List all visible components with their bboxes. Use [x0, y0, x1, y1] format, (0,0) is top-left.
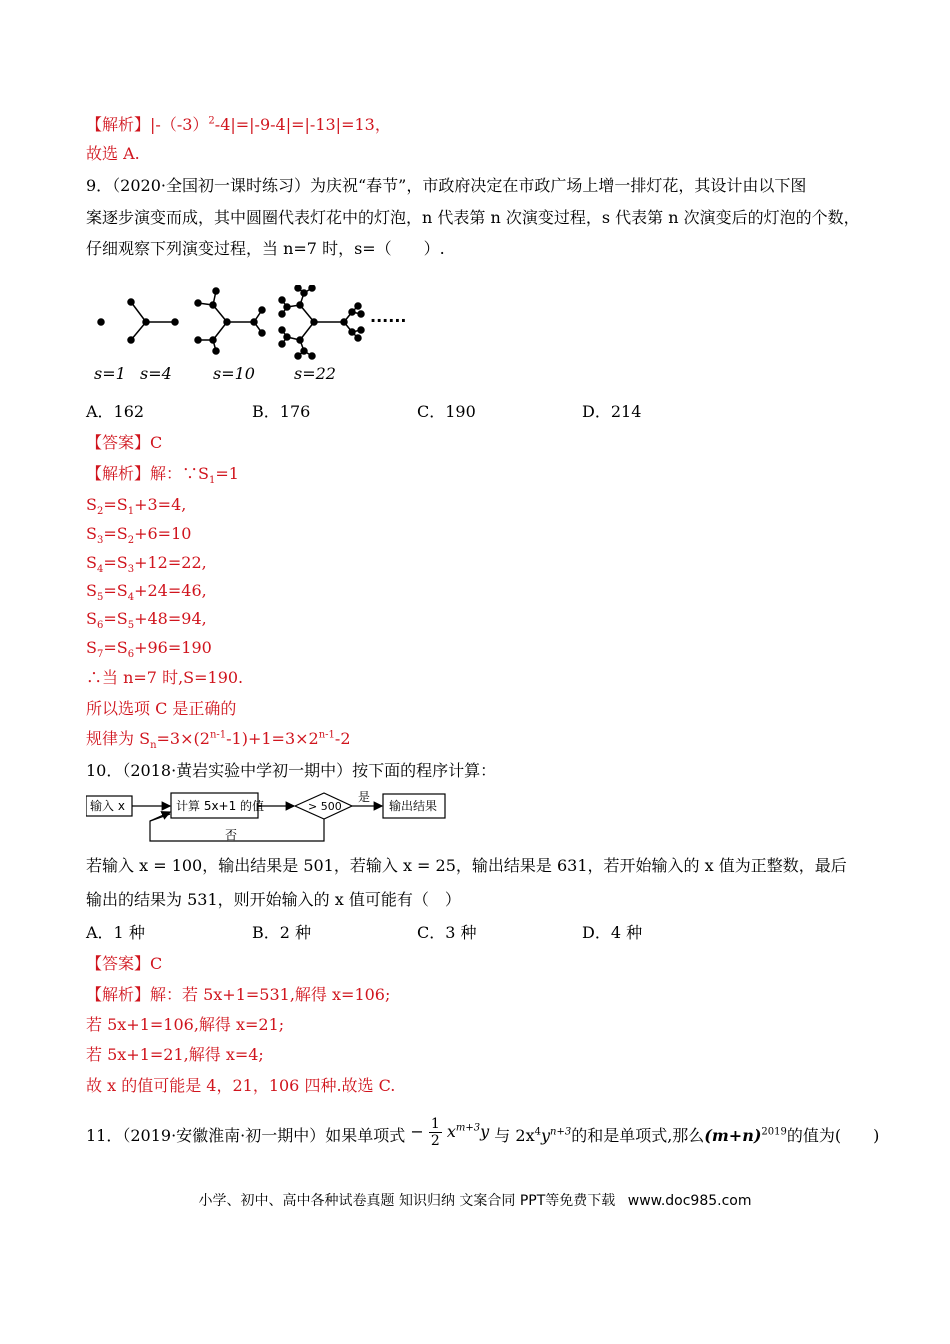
- footer-text: 小学、初中、高中各种试卷真题 知识归纳 文案合同 PPT等免费下载: [198, 1193, 616, 1209]
- answer-label: 【答案】: [86, 433, 151, 452]
- flow-compute-label: 计算 5x+1 的值: [176, 799, 265, 813]
- q8-analysis: 【解析】$|-(-3)^2-4|=|-9-4|=|-13|=13$，: [86, 115, 391, 134]
- q9-so-choice: 所以选项 C 是正确的: [86, 699, 237, 718]
- q10-option-d: D．4 种: [582, 923, 643, 942]
- q9-option-c: C．190: [417, 402, 476, 421]
- analysis-label: 【解析】: [86, 985, 151, 1004]
- stage-4: [279, 285, 364, 359]
- q9-stem-line1: 9．（2020·全国初一课时练习）为庆祝“春节”，市政府决定在市政广场上增一排灯花，其设计由以下图: [86, 176, 807, 195]
- program-flowchart: [86, 788, 448, 844]
- q9-answer: 【答案】C: [86, 433, 163, 452]
- analysis-label: 【解析】: [86, 115, 151, 134]
- q10-option-a: A．1 种: [86, 923, 145, 942]
- figure-ellipsis: ······: [370, 311, 407, 330]
- q9-step: $S_4=S_3+12=22$,: [86, 553, 207, 576]
- answer-label: 【答案】: [86, 954, 151, 973]
- analysis-label: 【解析】: [86, 464, 151, 483]
- q10-stem: 10．（2018·黄岩实验中学初一期中）按下面的程序计算：: [86, 761, 497, 780]
- q9-step: $S_6=S_5+48=94$,: [86, 609, 207, 632]
- monomial-1: − $\frac{1}{2}$ $x^{m+3}y$: [410, 1116, 490, 1149]
- q9-step: $S_2=S_1+3=4$,: [86, 495, 187, 518]
- q10-analysis-line: 若 5x+1=106,解得 x=21;: [86, 1015, 285, 1034]
- q9-step: $S_7=S_6+96=190$: [86, 638, 212, 661]
- q9-stem-line2: 案逐步演变而成，其中圆圈代表灯花中的灯泡，n 代表第 n 次演变过程，s 代表第 n 次演变后的灯泡的个数，: [86, 208, 860, 227]
- q9-analysis-intro: 【解析】解：$\because S_1=1$: [86, 464, 239, 487]
- figure-label-4: s=22: [294, 364, 336, 383]
- q9-step: $S_5=S_4+24=46$,: [86, 581, 207, 604]
- figure-label-2: s=4: [140, 364, 172, 383]
- q9-stem-line3: 仔细观察下列演变过程，当 n=7 时，s=（ ）.: [86, 239, 445, 258]
- q10-answer: 【答案】C: [86, 954, 163, 973]
- q10-body-line1: 若输入 x = 100，输出结果是 501，若输入 x = 25，输出结果是 631，若开始输入的 x 值为正整数，最后: [86, 856, 847, 875]
- q10-analysis-line: 【解析】解：若 5x+1=531,解得 x=106;: [86, 985, 391, 1004]
- q9-therefore: ∴当 n=7 时,S=190.: [86, 668, 244, 687]
- footer-site-link[interactable]: www.doc985.com: [627, 1193, 752, 1209]
- figure-label-1: s=1: [94, 364, 126, 383]
- q10-option-b: B．2 种: [252, 923, 312, 942]
- flow-input-label: 输入 x: [90, 799, 125, 813]
- flow-yes-label: 是: [358, 790, 371, 804]
- flow-condition-label: > 500: [308, 800, 342, 813]
- q9-option-b: B．176: [252, 402, 311, 421]
- flow-no-label: 否: [225, 828, 238, 842]
- q10-body-line2: 输出的结果为 531，则开始输入的 x 值可能有（ ）: [86, 890, 461, 909]
- stage-2: [128, 299, 178, 343]
- q9-option-d: D．214: [582, 402, 642, 421]
- q10-analysis-line: 故 x 的值可能是 4，21，106 四种.故选 C.: [86, 1076, 396, 1095]
- q9-option-a: A．162: [86, 402, 145, 421]
- q11-stem: 11．（2019·安徽淮南·初一期中）如果单项式 − $\frac{1}{2}$ $x^{m+3}y$ 与 $2x^4y^{n+3}$的和是单项式,那么$(m+n)^{2019}$的值为( ): [86, 1116, 880, 1149]
- q10-option-c: C．3 种: [417, 923, 477, 942]
- stage-3: [195, 288, 265, 354]
- q10-analysis-line: 若 5x+1=21,解得 x=4;: [86, 1045, 264, 1064]
- q9-step: $S_3=S_2+6=10$: [86, 524, 192, 547]
- q9-rule: 规律为 $S_n=3\times(2^{n-1}-1)+1=3\times 2^{n-1}-2$: [86, 729, 351, 752]
- flow-output-label: 输出结果: [389, 799, 438, 813]
- page-footer: [0, 1190, 950, 1210]
- bulb: [98, 319, 104, 325]
- monomial-2: $2x^4y^{n+3}$: [515, 1126, 572, 1145]
- lantern-evolution-figure: [86, 285, 416, 385]
- q8-conclusion: 故选 A.: [86, 144, 140, 163]
- figure-label-3: s=10: [213, 364, 255, 383]
